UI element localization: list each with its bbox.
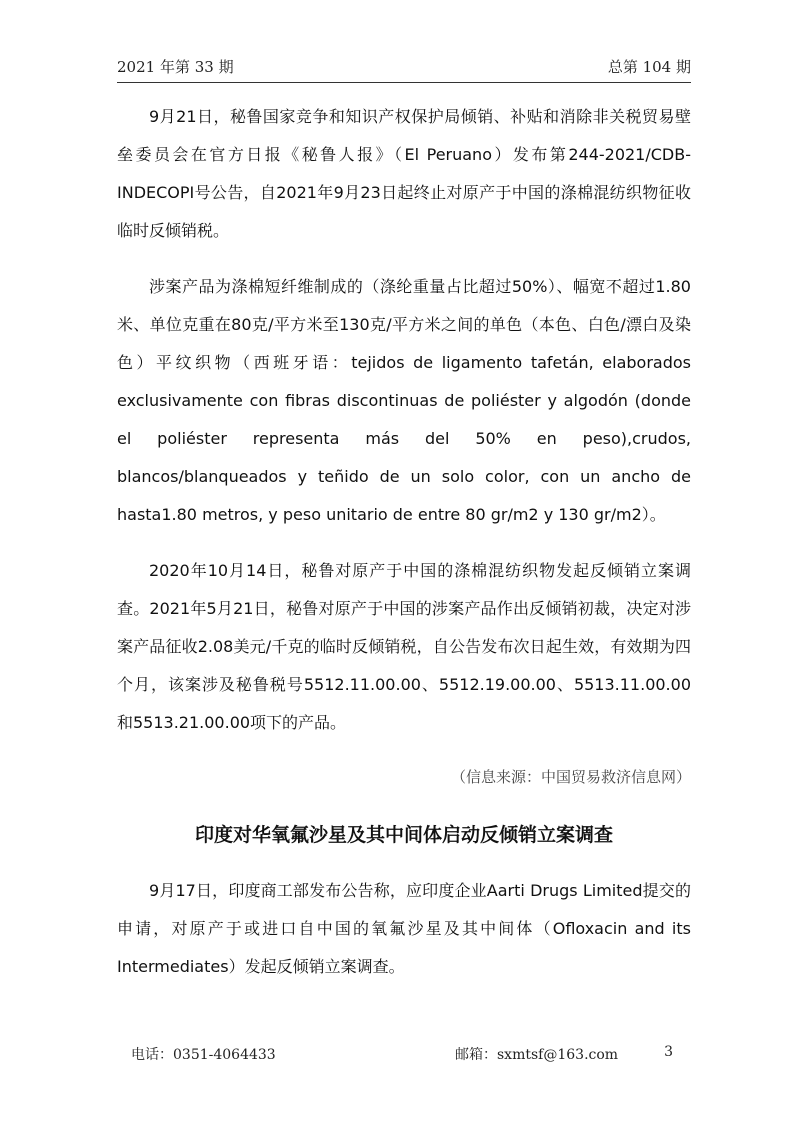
- footer-email: 邮箱：sxmtsf@163.com: [455, 1047, 619, 1063]
- page-number: 3: [664, 1044, 673, 1060]
- page-content: [117, 98, 691, 1004]
- article2-title: 印度对华氧氟沙星及其中间体启动反倾销立案调查: [194, 824, 613, 846]
- article1-paragraph-1: 9月21日，秘鲁国家竞争和知识产权保护局倾销、补贴和消除非关税贸易壁垒委员会在官方日报《秘鲁人报》（El Peruano）发布第244-2021/CDB-INDECOPI号公告，自2021年9月23日起终止对原产于中国的涤棉混纺织物征收临时反倾销税。: [117, 107, 691, 240]
- page-header: [117, 56, 691, 82]
- article1-paragraph-2: 涉案产品为涤棉短纤维制成的（涤纶重量占比超过50%）、幅宽不超过1.80米、单位克重在80克/平方米至130克/平方米之间的单色（本色、白色/漂白及染色）平纹织物（西班牙语：tejidos de ligamento tafetán, elaborados exclusivamente con fibras discontinuas de poliéster y algodón (donde el poliéster representa más del 50% en peso),crudos, blancos/blanqueados y teñido de un solo color, con un ancho de hasta1.80 metros, y peso unitario de entre 80 gr/m2 y 130 gr/m2）。: [117, 277, 691, 524]
- page-footer: [117, 1044, 691, 1068]
- article1-source: （信息来源：中国贸易救济信息网）: [450, 768, 691, 786]
- total-issue-number: 总第 104 期: [607, 58, 691, 76]
- issue-number: 2021 年第 33 期: [117, 58, 234, 76]
- footer-phone: 电话：0351-4064433: [131, 1047, 276, 1063]
- article2-paragraph-1: 9月17日，印度商工部发布公告称，应印度企业Aarti Drugs Limited提交的申请，对原产于或进口自中国的氧氟沙星及其中间体（Ofloxacin and its Intermediates）发起反倾销立案调查。: [117, 881, 691, 976]
- header-divider: [117, 82, 691, 83]
- article1-paragraph-3: 2020年10月14日，秘鲁对原产于中国的涤棉混纺织物发起反倾销立案调查。2021年5月21日，秘鲁对原产于中国的涉案产品作出反倾销初裁，决定对涉案产品征收2.08美元/千克的临时反倾销税，自公告发布次日起生效，有效期为四个月，该案涉及秘鲁税号5512.11.00.00、5512.19.00.00、5513.11.00.00和5513.21.00.00项下的产品。: [117, 561, 691, 732]
